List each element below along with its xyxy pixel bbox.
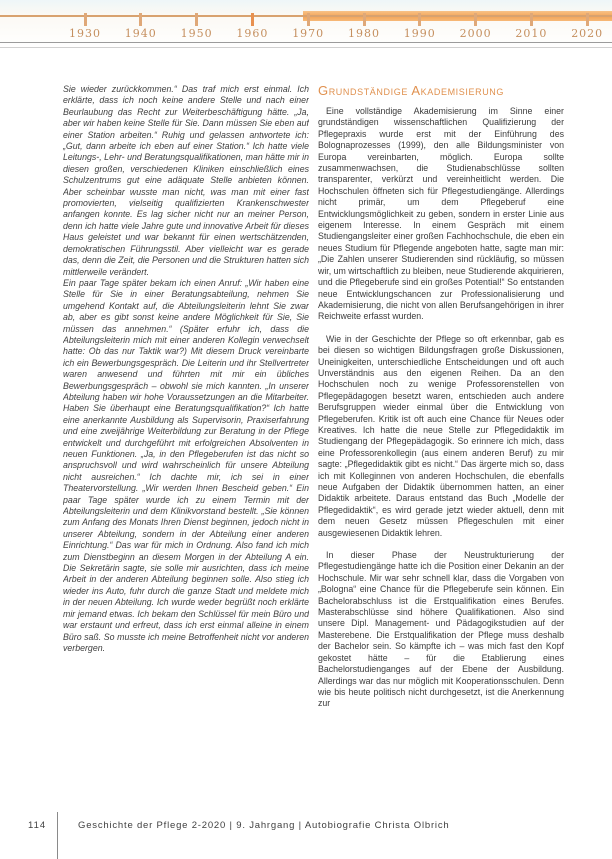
article-paragraph: Eine vollständige Akademisierung im Sinne einer grundständigen wissenschaftlichen Qualifizierung der Pflegepraxis wurde erst mit der Einführung des Bolognaprozesses (1999), den alle Bildungsminister von Europa vereinbarten, möglich. Europa sollte zusammenwachsen, die Studienabschlüsse sollten transparenter, verkürzt und vereinheitlicht werden. Die Hochschulen öffneten sich für Pflegestudiengänge. Allerdings nicht primär, um dem Pflegeberuf eine Entwicklungsmöglichkeit zu geben, sondern in erster Linie aus eigenem Interesse. In einem Gespräch mit einem Studiengangsleiter einer großen Fachhochschule, die eben ein neues Studium für Pflegende angeboten hatte, sagte man mir: „Die Zahlen unserer Studierenden sind rückläufig, so müssen wir, um wirtschaftlich zu bleiben, neue Studierende akquirieren, und die Pflegeberufe sind ein großes Potential!“ So entstanden neue Entwicklungschancen zur Professionalisierung und Akademisierung, die nicht von allen Berufsangehörigen in ihrer Reichweite erfasst wurden. [318,106,564,322]
timeline-year-label: 1940 [124,27,157,40]
timeline-tick-1930 [84,13,87,26]
quote-paragraph: Sie wieder zurückkommen.“ Das traf mich erst einmal. Ich erklärte, dass ich noch keine andere Stelle und nach einer Beurlaubung das Recht zur Weiterbeschäftigung hätte. „Ja, aber wir haben keine Stelle für Sie. Dann müssen Sie eben auf einer Station arbeiten.“ Ruhig und gelassen antwortete ich: „Gut, dann arbeite ich eben auf einer Station.“ Ich hatte viele Leitungs-, Lehr- und Beratungsqualifikationen, man hätte mir in diesen großen, verschiedenen Kliniken einschließlich eines Schulzentrums gut eine adäquate Stelle anbieten können. Aber scheinbar wusste man nicht, was man mit einer fast promovierten, vielseitig qualifizierten Krankenschwester anfangen konnte. Es lag sicher nicht nur an meiner Person, denn ich hatte viele Jahre gute und innovative Arbeit für dieses Haus geleistet und war bekannt für einen wertschätzenden, demokratischen Führungsstil. Aber vielleicht war es gerade das, denn die Zeit, die Personen und die Strukturen hatten sich mittlerweile verändert. [63,84,309,277]
autobiography-quote-column [63,84,309,799]
header-rule-light [0,47,612,48]
timeline-year-label: 1960 [236,27,269,40]
timeline-tick-2010 [530,13,533,26]
timeline-tick-2020 [586,13,589,26]
page-number: 114 [28,820,47,831]
timeline-year-label: 2020 [571,27,604,40]
quote-paragraph: Ein paar Tage später bekam ich einen Anruf: „Wir haben eine Stelle für Sie in einer Beratungsabteilung, nehmen Sie umgehend Kontakt auf, die Abteilungsleiterin lehnt Sie zwar ab, aber es gibt sonst keine andere Möglichkeit für Sie, Sie müssen das annehmen.“ (Später erfuhr ich, dass die Abteilungsleiterin mich mit einer anderen Kollegin verwechselt hatte: Ob das nur Taktik war?) Mit diesem Druck vereinbarte ich ein Bewerbungsgespräch. Die Leiterin und ihr Stellvertreter waren anwesend und führten mit mir ein übliches Bewerbungsgespräch – obwohl sie mich kannten. „In unserer Abteilung haben wir hohe Voraussetzungen an die Mitarbeiter. Haben Sie überhaupt eine Beratungsqualifikation?“ Ich hatte eine anerkannte Ausbildung als Supervisorin, Praxiserfahrung und eine zweijährige Weiterbildung zur Beratung in der Pflege entwickelt und durchgeführt mit erfolgreichen Absolventen in neuen Funktionen. „Ja, in den Pflegeberufen ist das nicht so anspruchsvoll und wird wahrscheinlich für unsere Abteilung nicht ausreichen.“ Ich dachte mir, ich sei in einer Theatervorstellung. „Wir werden Ihnen Bescheid geben.“ Ein paar Tage später wurde ich zu einem Termin mit der Abteilungsleiterin und dem Klinikvorstand bestellt. „Sie können zum Anfang des Monats Ihren Dienst beginnen, jedoch nicht in unserer Abteilung, sondern in der Abteilung einer anderen Einrichtung.“ Das war für mich in Ordnung. Also fand ich mich zum Dienstbeginn an diesem Morgen in der Abteilung A ein. Die Sekretärin sagte, sie solle mir ausrichten, dass ich meine Arbeit in der anderen Abteilung beginnen solle. Also stieg ich wieder ins Auto, fuhr durch die ganze Stadt und meldete mich in der neuen Abteilung. Ich wurde weder begrüßt noch erklärte mir jemand etwas. Ich bekam den Schlüssel für mein Büro und war erstaunt und erfreut, dass ich erst einmal alleine in einem Büro saß. So musste ich meine Betroffenheit nicht vor anderen verbergen. [63,277,309,653]
timeline-year-label: 1990 [403,27,436,40]
header-rule-dark [0,42,612,43]
timeline-tick-1990 [418,13,421,26]
timeline-tick-1950 [195,13,198,26]
timeline-year-label: 1950 [180,27,213,40]
timeline-tick-1940 [139,13,142,26]
footer-journal-line: Geschichte der Pflege 2-2020 | 9. Jahrgang | Autobiografie Christa Olbrich [78,820,450,831]
page-footer [0,812,612,859]
timeline-year-label: 2000 [459,27,492,40]
timeline-tick-1970 [307,13,310,26]
decade-timeline [0,0,612,49]
article-paragraph: Wie in der Geschichte der Pflege so oft erkennbar, gab es bei diesen so wichtigen Bildungsfragen große Diskussionen, Uneinigkeiten, unterschiedliche Entscheidungen und oft auch Unverständnis aus den eigenen Reihen. Da an den Hochschulen noch zu wenige Professorenstellen von Pflegepädagogen besetzt waren, entschieden auch andere Berufsgruppen wieder einmal über die Entwicklung von Pflegeberufen. Kritik ist oft auch eine Chance für Neues oder Kreatives. Ich hatte die neue Stelle zur Pflegedidaktik im Studiengang der Pflegepädagogik. So erinnere ich mich, dass eine Professorenkollegin (aus einem anderen Beruf) zu mir sagte: „Pflegedidaktik gibt es nicht.“ Das ärgerte mich so, dass ich mit Kolleginnen von anderen Hochschulen, die ebenfalls neue Aufgaben der Didaktik übernommen hatten, an einer Didaktik arbeitete. Daraus entstand das Buch „Modelle der Pflegedidaktik“, es wird gerade jetzt wieder aktuell, denn mit dem neuen Gesetz müssen Pflegeschulen mit einer ausgewiesenen Didaktik lehren. [318,333,564,538]
article-column [318,84,564,799]
timeline-tick-1960 [251,13,254,26]
timeline-year-label: 1930 [69,27,101,40]
timeline-year-label: 1980 [348,27,380,40]
section-heading: Grundständige Akademisierung [318,84,504,98]
article-paragraph: In dieser Phase der Neustrukturierung der Pflegestudiengänge hatte ich die Position einer Dekanin an der Hochschule. Mir war sehr schnell klar, dass die Vorgaben von „Bologna“ eine Chance für die Pflegeberufe sein können. Ein Bachelorabschluss ist die Erstqualifikation eines Berufes. Masterabschlüsse sind höhere Qualifikationen. Also sind unsere Dipl. Management- und Pädagogikstudien auf der Masterebene. Die Erstqualifikation der Pflege muss deshalb der Bachelor sein. So kämpfte ich – was mich fast den Kopf gekostet hätte – für die Etablierung eines Bachelorstudienganges auf der Ebene der Ausbildung. Allerdings war das nur möglich mit Kooperationsschulen. Denn wie bis heute politisch nicht durchgesetzt, ist die Anerkennung zur [318,550,564,709]
timeline-tick-1980 [363,13,366,26]
timeline-year-label: 2010 [515,27,548,40]
two-column-body [63,84,564,799]
footer-divider [57,812,58,859]
timeline-tick-2000 [474,13,477,26]
timeline-year-label: 1970 [292,27,325,40]
